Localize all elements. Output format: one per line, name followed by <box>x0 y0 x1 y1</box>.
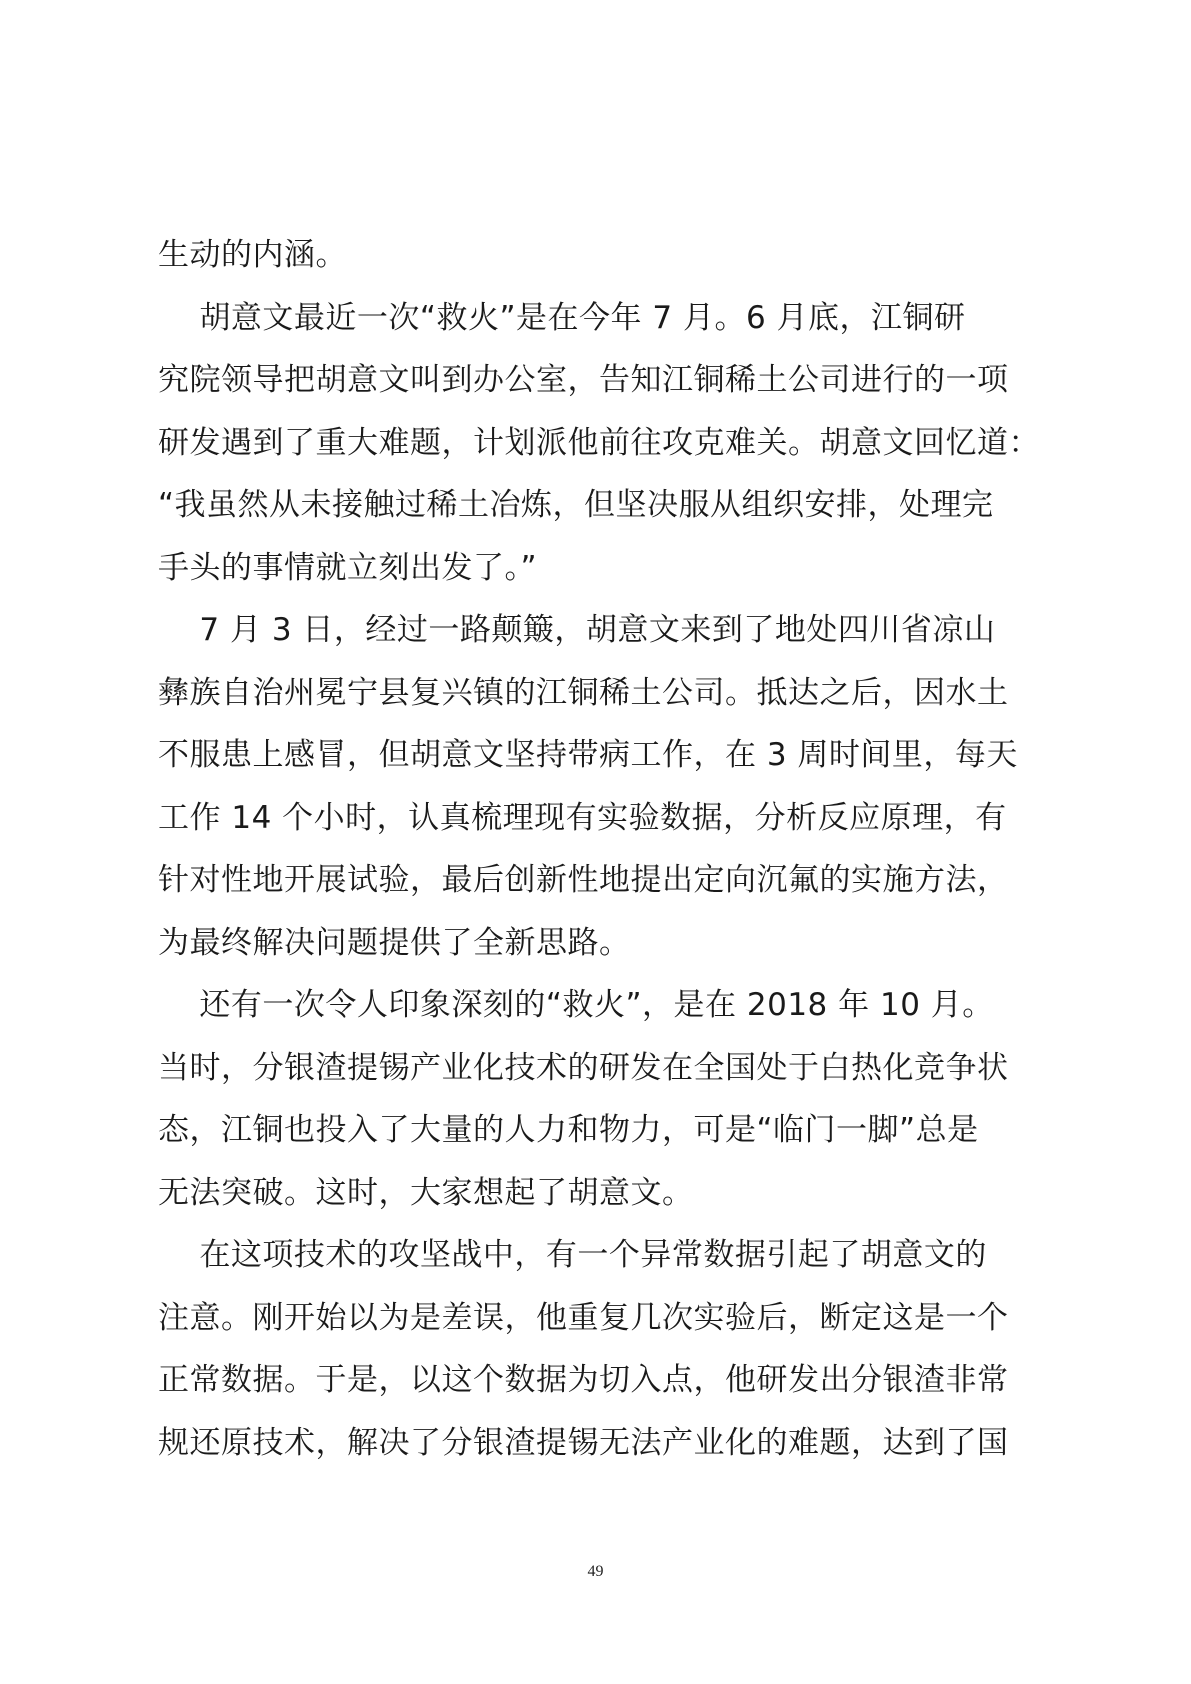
text-line: 手头的事情就立刻出发了。” <box>158 549 538 586</box>
text-line: 针对性地开展试验，最后创新性地提出定向沉氟的实施方法， <box>158 862 1009 898</box>
text-line: 不服患上感冒，但胡意文坚持带病工作，在 3 周时间里，每天 <box>158 737 1018 773</box>
text-line: 无法突破。这时，大家想起了胡意文。 <box>158 1174 694 1211</box>
body-text <box>158 224 1038 1474</box>
text-line: 7 月 3 日，经过一路颠簸，胡意文来到了地处四川省凉山 <box>158 612 996 648</box>
text-line: 态，江铜也投入了大量的人力和物力，可是“临门一脚”总是 <box>158 1112 979 1148</box>
text-line: 注意。刚开始以为是差误，他重复几次实验后，断定这是一个 <box>158 1299 1009 1336</box>
text-line: 彝族自治州冕宁县复兴镇的江铜稀土公司。抵达之后，因水土 <box>158 674 1009 711</box>
text-line: 生动的内涵。 <box>158 237 347 273</box>
text-line: 当时，分银渣提锡产业化技术的研发在全国处于白热化竞争状 <box>158 1049 1009 1086</box>
text-line: 为最终解决问题提供了全新思路。 <box>158 924 631 961</box>
text-line: “我虽然从未接触过稀土冶炼，但坚决服从组织安排，处理完 <box>158 487 994 523</box>
page-number: 49 <box>587 1563 604 1580</box>
text-line: 在这项技术的攻坚战中，有一个异常数据引起了胡意文的 <box>158 1237 987 1273</box>
text-line: 还有一次令人印象深刻的“救火”，是在 2018 年 10 月。 <box>158 987 994 1023</box>
text-line: 胡意文最近一次“救火”是在今年 7 月。6 月底，江铜研 <box>158 299 966 336</box>
text-line: 规还原技术，解决了分银渣提锡无法产业化的难题，达到了国 <box>158 1424 1009 1461</box>
text-line: 研发遇到了重大难题，计划派他前往攻克难关。胡意文回忆道： <box>158 424 1040 461</box>
text-line: 正常数据。于是，以这个数据为切入点，他研发出分银渣非常 <box>158 1362 1009 1398</box>
text-line: 究院领导把胡意文叫到办公室，告知江铜稀土公司进行的一项 <box>158 362 1009 398</box>
text-line: 工作 14 个小时，认真梳理现有实验数据，分析反应原理，有 <box>158 799 1007 836</box>
